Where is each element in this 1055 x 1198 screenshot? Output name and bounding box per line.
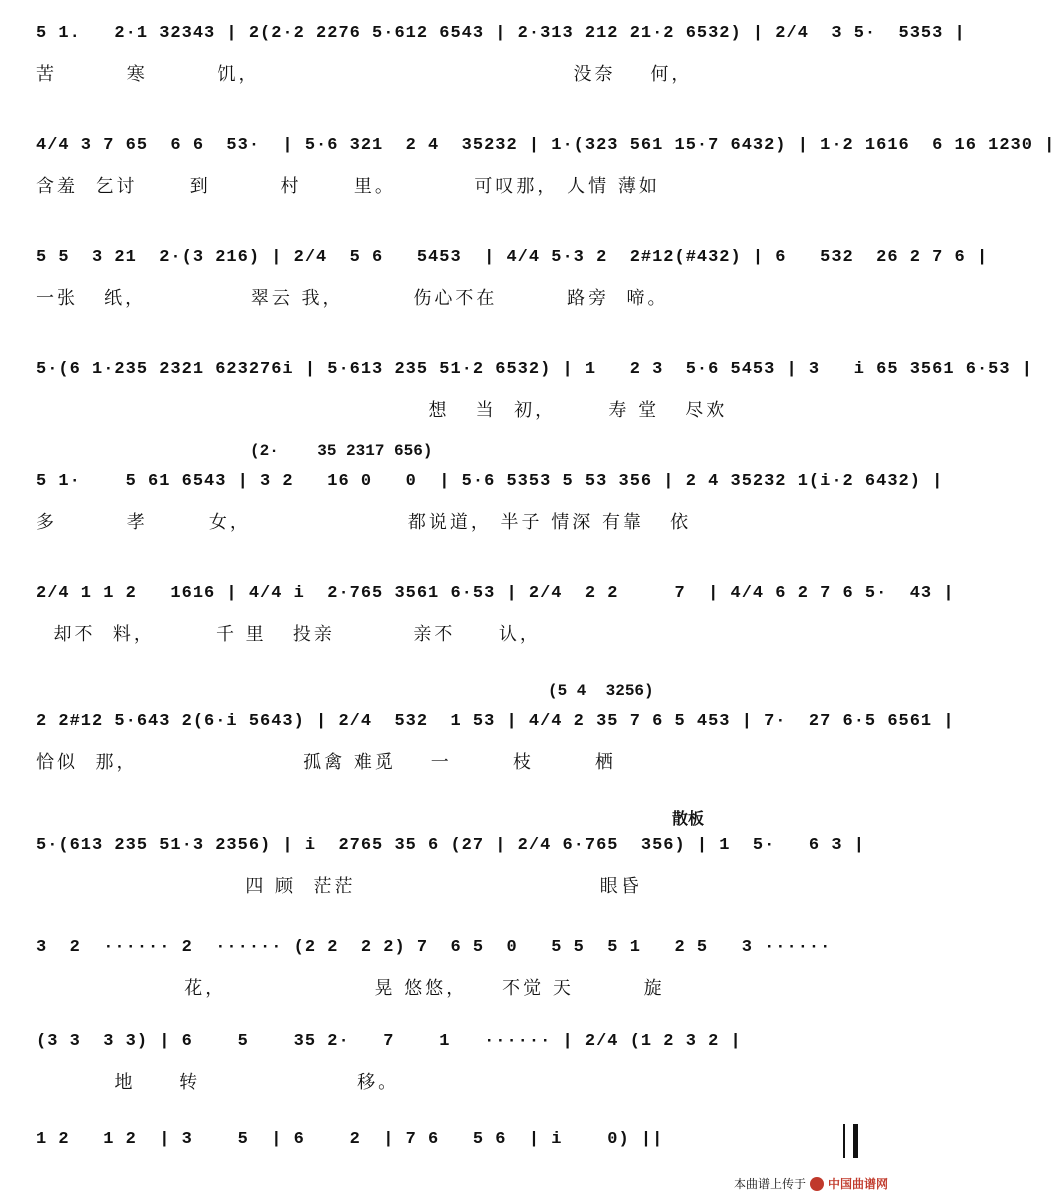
lyrics-line: 地 转 移。 <box>36 1072 400 1093</box>
notation-line: 5 1. 2·1 32343 | 2(2·2 2276 5·612 6543 | 2·313 212 21·2 6532) | 2/4 3 5· 5353 | <box>36 24 966 43</box>
site-logo-icon <box>810 1177 824 1191</box>
lyrics-line: 多 孝 女， 都说道， 半子 情深 有靠 依 <box>36 512 692 533</box>
notation-line: 2 2#12 5·643 2(6·i 5643) | 2/4 532 1 53 | 4/4 2 35 7 6 5 453 | 7· 27 6·5 6561 | <box>36 712 955 731</box>
notation-line: 5 5 3 21 2·(3 216) | 2/4 5 6 5453 | 4/4 5·3 2 2#12(#432) | 6 532 26 2 7 6 | <box>36 248 989 267</box>
bracketed-interlude: (5 4 3256) <box>548 682 654 700</box>
notation-line: 4/4 3 7 65 6 6 53· | 5·6 321 2 4 35232 | 1·(323 561 15·7 6432) | 1·2 1616 6 16 1230 | <box>36 136 1055 155</box>
tempo-marking: 散板 <box>672 811 705 829</box>
bracketed-interlude: (2· 35 2317 656) <box>250 442 433 460</box>
lyrics-line: 花， 晃 悠悠， 不觉 天 旋 <box>36 978 665 999</box>
final-barline <box>843 1124 858 1158</box>
notation-line: 1 2 1 2 | 3 5 | 6 2 | 7 6 5 6 | i 0) || <box>36 1130 664 1149</box>
lyrics-line: 一张 纸， 翠云 我， 伤心不在 路旁 啼。 <box>36 288 669 309</box>
lyrics-line: 想 当 初， 寿 堂 尽欢 <box>36 400 728 421</box>
credit-prefix: 本曲谱上传于 <box>733 1177 806 1191</box>
notation-line: 5·(613 235 51·3 2356) | i 2765 35 6 (27 | 2/4 6·765 356) | 1 5· 6 3 | <box>36 836 865 855</box>
credit-brand: 中国曲谱网 <box>827 1177 888 1191</box>
lyrics-line: 苦 寒 饥， 没奈 何， <box>36 64 693 85</box>
notation-line: (3 3 3 3) | 6 5 35 2· 7 1 ······ | 2/4 (1 2 3 2 | <box>36 1032 742 1051</box>
lyrics-line: 恰似 那， 孤禽 难觅 一 枝 栖 <box>36 752 616 773</box>
lyrics-line: 却不 料， 千 里 投亲 亲不 认， <box>36 624 541 645</box>
lyrics-line: 含羞 乞讨 到 村 里。 可叹那， 人情 薄如 <box>36 176 660 197</box>
notation-line: 5 1· 5 61 6543 | 3 2 16 0 0 | 5·6 5353 5 53 356 | 2 4 35232 1(i·2 6432) | <box>36 472 944 491</box>
notation-line: 5·(6 1·235 2321 623276i | 5·613 235 51·2 6532) | 1 2 3 5·6 5453 | 3 i 65 3561 6·53 | <box>36 360 1033 379</box>
upload-credit <box>734 1175 888 1192</box>
notation-line: 3 2 ······ 2 ······ (2 2 2 2) 7 6 5 0 5 5 5 1 2 5 3 ······ <box>36 938 832 957</box>
lyrics-line: 四 顾 茫茫 眼昏 <box>36 876 642 897</box>
notation-line: 2/4 1 1 2 1616 | 4/4 i 2·765 3561 6·53 | 2/4 2 2 7 | 4/4 6 2 7 6 5· 43 | <box>36 584 955 603</box>
